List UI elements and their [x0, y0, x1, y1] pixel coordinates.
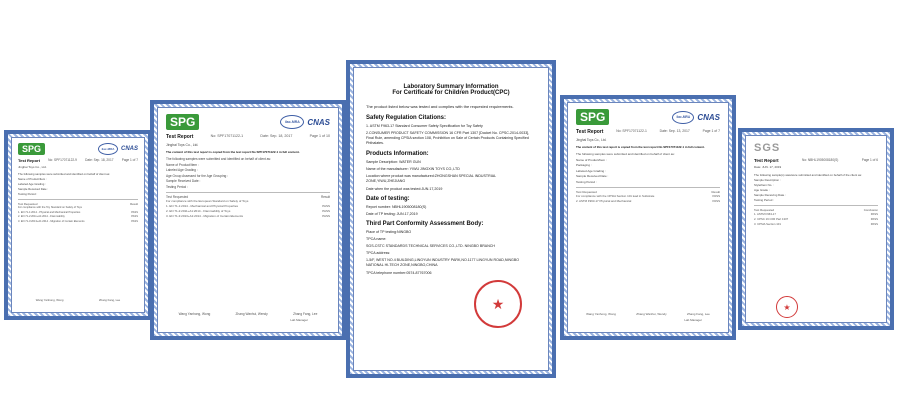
results-col: Result [320, 195, 330, 199]
ilac-mra-icon: ilac-MRA [280, 115, 304, 129]
cpc-subtitle: For Certificate for Children Product(CPC) [392, 90, 510, 96]
sample-line: Sample Received Date : [18, 187, 49, 191]
citation: 2.CONSUMER PRODUCT SAFETY COMMISSION 16 CFR Part 1307 [Docket No. CPSC-2014-0033], Final Rule, amending CPSIA section 108, Prohibition on Sale of Certain Products Containing Specified Phthalates. [366, 131, 530, 145]
spg-logo: SPG [18, 143, 45, 155]
certificate-body [157, 107, 339, 333]
certificate-body [567, 102, 729, 333]
report-page: Page 1 of 7 [121, 158, 138, 162]
cnas-logo: CNAS [120, 146, 138, 152]
signature-role: Lab Manager [290, 318, 308, 322]
product-info: Sample Description: WATER GUN [366, 160, 421, 164]
cpc-title: Laboratory Summary Information [403, 84, 499, 90]
red-seal-stamp [776, 296, 798, 318]
red-seal-stamp [474, 280, 522, 328]
signature-left: Wang Yanhong, Wong [178, 312, 211, 316]
sample-line: Packaging : [576, 163, 592, 167]
spg-logo: SPG [576, 109, 609, 125]
certificate-spg-2 [150, 100, 346, 340]
report-page: Page 1 of 10 [309, 134, 330, 138]
report-title: Test Report [166, 134, 194, 140]
certificate-body [353, 67, 549, 371]
certificate-body [11, 137, 145, 313]
signature-right: Zhang Fang, Lee [686, 312, 710, 316]
section-heading: Third Part Conformity Assessment Body: [366, 221, 484, 227]
sample-line: Age Group Assessed for the Age Grouping : [166, 173, 229, 178]
tpca-info: Place of TP testing:NINGBO [366, 230, 412, 234]
sample-line: Testing Period : [18, 192, 38, 196]
sample-line: The following samples were submitted and identified on behalf of client as: [166, 157, 271, 161]
citation: 1. ASTM F963-17 Standard Consumer Safety Specification for Toy Safety [366, 124, 483, 128]
signature-right: Zhang Fang, Lee [98, 298, 121, 302]
report-number: No: NBHL1905008180(S) [802, 158, 839, 162]
cnas-logo: CNAS [307, 117, 330, 127]
certificate-spg-1 [4, 130, 152, 320]
product-info: Name of the manufacturer: YIWU JINGXIN TOYS CO.,LTD [366, 167, 460, 171]
result-row: For compliance with the Toy Standard on Safety of Toys [18, 206, 82, 209]
signature-left: Wang Yanhong, Wong [35, 298, 64, 302]
sample-line: Sample Received Date : [576, 174, 609, 178]
sgs-logo: SGS [754, 142, 781, 154]
results-header: Test Requested [754, 208, 775, 212]
result-row: 1. EN 71-1:2014 - Physical and Mechanical Properties PASS [18, 210, 138, 214]
results-header: Test Requested [576, 190, 597, 194]
applicant: Jinghai Toys Co., Ltd. [18, 165, 47, 169]
report-number: No: SPF17071122-1 [616, 129, 647, 133]
sample-line: Name of Product/Item : [18, 177, 47, 181]
result-row: 3. CPSIA Section 101 PASS [754, 222, 878, 226]
ilac-mra-icon: ilac-MRA [672, 111, 694, 124]
sample-line: Name of Product/Item : [576, 157, 607, 162]
sample-line: Sample Received Date : [166, 179, 201, 183]
result-row: 3. EN 71-3:2013+A1:2014 - Migration of Certain Elements PASS [18, 219, 138, 223]
report-page: Page 1 of 6 [861, 158, 878, 162]
cpc-intro: The product listed below was tested and complies with the requested requirements. [366, 104, 514, 109]
product-info: Date when the product was tested:JUN.17,2019 [366, 187, 443, 191]
sample-line: Labeled Age Grading : [576, 168, 606, 173]
sample-line: The following samples were submitted and identified on behalf of client as: [576, 152, 675, 156]
result-row: For compliance with the CPSIA Section 101 lead in Substrate PASS [576, 194, 720, 198]
section-heading: Date of testing: [366, 196, 410, 202]
signature-role: Lab Manager [684, 318, 702, 322]
sample-line: Style/Item No. : [754, 183, 774, 187]
tpca-info: TPCA name: [366, 237, 387, 241]
signature-right: Zhang Fang, Lee [293, 312, 318, 316]
tpca-info: SGS-CSTC STANDARDS TECHNICAL SERVICES CO.,LTD. NINGBO BRANCH [366, 244, 495, 248]
results-col: Conclusion [863, 208, 878, 212]
sample-line: The following sample(s) was/were submitted and identified on behalf of the client as: [754, 173, 862, 177]
report-title: Test Report [18, 158, 40, 163]
product-info: Location where product was manufactured:ZHONGSHAN SPECIAL INDUSTRIAL ZONE,YIWU,ZHEJIANG [366, 174, 496, 183]
certificate-cpc [346, 60, 556, 378]
results-col: Result [711, 190, 720, 194]
sample-line: Sample Description : [754, 178, 781, 182]
testing-info: Date of TP testing: JUN.17,2019 [366, 212, 418, 216]
sample-line: Labeled Age Grading : [18, 182, 46, 186]
sample-line: Testing Period : [166, 184, 188, 189]
result-row: 1. ASTM F963-17 PASS [754, 212, 878, 216]
report-date: Date: Sep. 13, 2017 [659, 129, 690, 133]
report-title: Test Report [576, 129, 604, 135]
certificate-body [745, 135, 887, 323]
result-row: 3. EN 71-3:2013+A1:2014 - Migration of Certain Elements PASS [166, 214, 330, 218]
section-heading: Products Information: [366, 151, 429, 157]
report-date: Date: Sep. 18, 2017 [85, 158, 114, 162]
report-date: Date: JUN. 17, 2019 [754, 165, 782, 169]
signature-left: Wang Yanhong, Wong [586, 312, 616, 316]
report-number: No: SPF17071122-1 [210, 134, 244, 138]
tpca-info: TPCA telephone number:0574-87767006 [366, 271, 432, 275]
section-heading: Safety Regulation Citations: [366, 115, 447, 121]
sample-line: Testing Period : [754, 198, 774, 202]
report-page: Page 1 of 7 [702, 129, 720, 133]
testing-info: Report number: NBHL1905008180(S) [366, 205, 427, 209]
ilac-mra-icon: ilac-MRA [98, 143, 118, 155]
sample-line: Age Grade : [754, 188, 770, 192]
result-row: 2. EN 71-2:2011+A1:2014 - Flammability PASS [18, 215, 138, 218]
signature-mid: Zhang Wanhui, Wendy [636, 312, 667, 316]
tpca-info: 1-5/F, WEST NO.4 BUILDING,LINGYUN INDUSTRY PARK,NO.1177 LINGYUN ROAD,NINGBO NATIONAL HI-TECH ZONE,NINGBO,CHINA [366, 258, 520, 267]
results-header: Test Requested [18, 202, 38, 206]
tpca-info: TPCA address: [366, 251, 391, 255]
star-icon: ★ [491, 295, 505, 312]
applicant: Jinghai Toys Co., Ltd. [576, 138, 607, 142]
report-title: Test Report [754, 158, 779, 163]
copy-notice: The content of this test report is copied from the test report No SPF17071122-1 in full content. [576, 145, 705, 149]
results-header: Test Requested [166, 195, 189, 199]
spg-logo: SPG [166, 114, 199, 130]
certificate-sgs [738, 128, 894, 330]
certificate-spg-3 [560, 95, 736, 340]
result-row: 2. CPSC 16 CFR Part 1307 PASS [754, 217, 878, 221]
copy-notice: The content of this test report is copied from the test report No SPF17071122-1 in full content. [166, 150, 300, 154]
sample-line: Labeled Age Grading : [166, 168, 198, 172]
report-number: No: SPF17071122-9 [48, 158, 77, 162]
cnas-logo: CNAS [697, 112, 720, 122]
sample-line: Testing Period : [576, 179, 597, 184]
signature-mid: Zhang Wanhui, Wendy [235, 312, 268, 316]
sample-line: Sample Receiving Date : [754, 193, 786, 197]
sample-line: The following samples were submitted and identified on behalf of client as: [18, 172, 111, 176]
sample-line: Name of Product/Item : [166, 162, 199, 167]
report-date: Date: Sep. 18, 2017 [260, 134, 293, 138]
results-col: Result [130, 202, 138, 206]
applicant: Jinghai Toys Co., Ltd. [166, 143, 199, 147]
result-row: 2. ASTM F963-17 Physical and Mechanical PASS [576, 199, 720, 203]
star-icon: ★ [783, 302, 791, 312]
result-row: For compliance with the European Standard on Safety of Toys [166, 199, 249, 203]
result-row: 2. EN 71-2:2011+A1:2014 - Flammability of Toys PASS [166, 209, 330, 213]
result-row: 1. EN 71-1:2014 - Mechanical and Physical Properties PASS [166, 204, 330, 208]
